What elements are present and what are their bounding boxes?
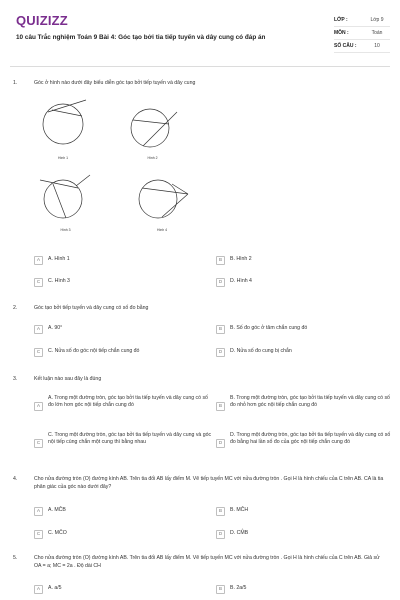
option-text: A. Trong một đường tròn, góc tạo bởi tia tiếp tuyến và dây cung có số đo lớn hơn góc nội tiếp chắn cung đó [48,395,208,408]
option-text: D. Nửa số đo cung bị chắn [230,348,292,354]
option-text: D. Hình 4 [230,278,252,284]
option-a[interactable] [34,325,62,334]
meta-table [334,14,390,53]
option-text: B. Trong một đường tròn, góc tạo bởi tia tiếp tuyến và dây cung có số đo nhỏ hơn góc nội tiếp chắn cung đó [230,395,390,408]
option-text: B. 2a/5 [230,585,247,591]
page-header [0,0,400,62]
meta-row-count [334,40,390,53]
page-title: 10 câu Trắc nghiệm Toán 9 Bài 4: Góc tạo bởi tia tiếp tuyến và dây cung có đáp án [16,34,266,41]
figure-caption: Hình 2 [147,156,158,160]
option-a[interactable] [34,585,62,594]
option-text: A. Hình 1 [48,256,70,262]
option-letter: B [216,256,225,265]
option-letter: A [34,325,43,334]
meta-value: 10 [374,43,380,49]
option-b[interactable] [216,325,307,334]
option-letter: A [34,507,43,516]
option-letter: B [216,325,225,334]
option-a[interactable] [34,395,214,411]
option-letter: D [216,530,225,539]
question-number: 1. [13,80,18,86]
meta-row-subject [334,27,390,40]
figure-caption: Hình 1 [58,156,68,160]
option-d[interactable] [216,530,248,539]
question-number: 2. [13,305,18,311]
option-letter: D [216,278,225,287]
option-b[interactable] [216,507,248,516]
quizizz-logo: QUIZIZZ [16,13,68,28]
option-text: B. Hình 2 [230,256,252,262]
option-letter: C [34,530,43,539]
option-text: C. Nửa số đo góc nội tiếp chắn cung đó [48,348,140,354]
option-c[interactable] [34,278,70,287]
figure-caption: Hình 3 [60,228,71,232]
question-text: Góc ở hình nào dưới đây biểu diễn góc tạo bởi tiếp tuyến và dây cung [34,80,196,86]
question-text: Cho nửa đường tròn (O) đường kính AB. Trên tia đối AB lấy điểm M. Vẽ tiếp tuyến MC với nửa đường tròn . Gọi H là hình chiếu của C trên AB. CA là tia phân giác của góc nào dưới đây? [34,476,384,490]
option-letter: D [216,348,225,357]
option-letter: B [216,507,225,516]
option-text: A. MĈB [48,507,66,513]
option-text: C. MĈO [48,530,67,536]
question-text: Kết luận nào sau đây là đúng [34,376,102,382]
figure-2 [125,102,180,160]
option-a[interactable] [34,256,70,265]
option-letter: D [216,439,225,448]
option-d[interactable] [216,278,252,287]
option-a[interactable] [34,507,66,516]
question-number: 5. [13,555,18,561]
option-letter: A [34,402,43,411]
question-number: 3. [13,376,18,382]
option-text: B. Số đo góc ở tâm chắn cung đó [230,325,308,331]
option-c[interactable] [34,348,139,357]
option-c[interactable] [34,432,214,448]
option-text: B. MĈH [230,507,249,513]
option-b[interactable] [216,256,252,265]
option-b[interactable] [216,395,392,411]
figure-3 [38,172,93,232]
option-letter: C [34,278,43,287]
option-letter: A [34,585,43,594]
figure-caption: Hình 4 [157,228,167,232]
option-b[interactable] [216,585,246,594]
question-text: Cho nửa đường tròn (O) đường kính AB. Trên tia đối AB lấy điểm M. Vẽ tiếp tuyến MC với nửa đường tròn . Gọi H là hình chiếu của C trên AB. Giả sử OA = a; MC = 2a . Độ dài CH [34,555,380,569]
option-text: A. 90° [48,325,63,331]
meta-value: Toán [371,30,383,36]
option-text: D. Trong một đường tròn, góc tạo bởi tia tiếp tuyến và dây cung có số đo bằng hai lần số đo của góc nội tiếp chắn cung đó [230,432,391,445]
header-divider [10,66,390,67]
meta-row-grade [334,14,390,27]
option-letter: C [34,439,43,448]
option-d[interactable] [216,432,392,448]
meta-key: LỚP : [334,17,348,23]
figure-4 [132,172,192,232]
option-letter: B [216,402,225,411]
option-letter: B [216,585,225,594]
option-d[interactable] [216,348,292,357]
option-c[interactable] [34,530,67,539]
option-text: C. Trong một đường tròn, góc tạo bởi tia tiếp tuyến và dây cung và góc nội tiếp cùng chắn một cung thì bằng nhau [48,432,212,445]
option-text: C. Hình 3 [48,278,70,284]
question-number: 4. [13,476,18,482]
question-text: Góc tạo bởi tiếp tuyến và dây cung có số đo bằng [34,305,149,311]
option-text: A. a/5 [48,585,62,591]
option-text: D. CM̂B [230,530,249,536]
figure-1 [38,98,88,160]
meta-value: Lớp 9 [370,17,384,23]
option-letter: A [34,256,43,265]
option-letter: C [34,348,43,357]
meta-key: SỐ CÂU : [334,43,357,49]
meta-key: MÔN : [334,30,349,36]
